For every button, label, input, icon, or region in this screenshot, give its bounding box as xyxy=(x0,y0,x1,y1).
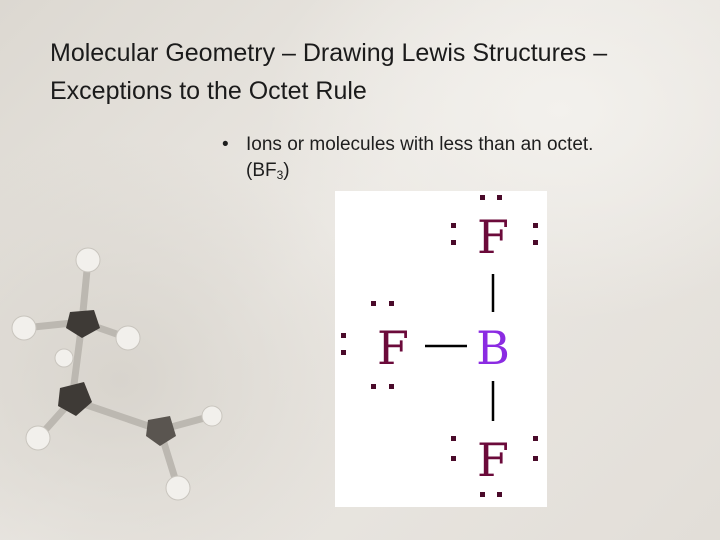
lewis-structure-diagram xyxy=(335,191,547,507)
slide-title: Molecular Geometry – Drawing Lewis Structures – Exceptions to the Octet Rule xyxy=(50,39,608,105)
lone-pair-left-f-top xyxy=(371,301,394,306)
bullet-dot-icon: • xyxy=(222,134,229,155)
lone-pair-bottom-f-right xyxy=(533,436,538,461)
lone-pair-top-f-left xyxy=(451,223,456,245)
lone-pair-bottom-f-left xyxy=(451,436,456,461)
molecule-model-image xyxy=(0,230,230,540)
lone-pair-top-f-right xyxy=(533,223,538,245)
lone-pair-bottom-f-bottom xyxy=(480,492,502,497)
formula-subscript: 3 xyxy=(276,168,284,182)
bullet-text: Ions or molecules with less than an octet. xyxy=(246,134,594,155)
atom-boron-center: B xyxy=(476,321,510,375)
formula-suffix: ) xyxy=(283,160,290,181)
atom-fluorine-bottom: F xyxy=(477,433,509,487)
lone-pair-left-f-bottom xyxy=(371,384,394,389)
lone-pair-top-f-top xyxy=(480,195,502,200)
formula-text xyxy=(246,158,290,188)
lone-pair-left-f-left xyxy=(341,333,346,355)
formula-prefix: (BF xyxy=(246,160,277,181)
lewis-structure-panel xyxy=(335,191,547,507)
atom-fluorine-left: F xyxy=(377,321,409,375)
atom-fluorine-top: F xyxy=(477,210,509,264)
